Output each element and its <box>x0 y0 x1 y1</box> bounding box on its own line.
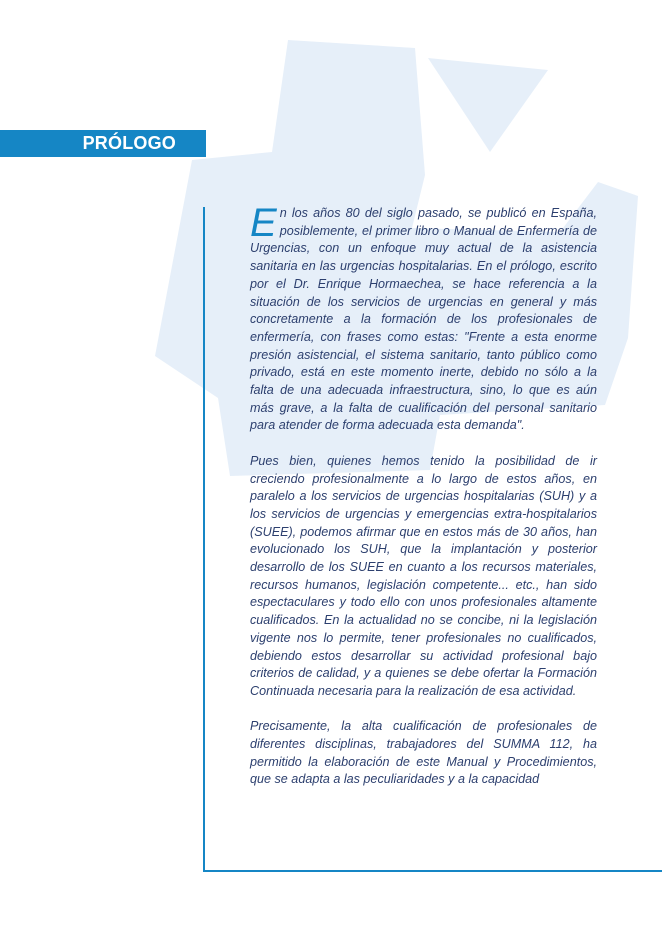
section-title-band <box>0 130 206 157</box>
paragraph-1-text: n los años 80 del siglo pasado, se publicó en España, posiblemente, el primer libro o Manual de Enfermería de Urgencias, con un enfoque muy actual de la asistencia sanitaria en las urgencias hospitalarias. En el prólogo, escrito por el Dr. Enrique Hormaechea, se hace referencia a la situación de los servicios de urgencias en general y más concretamente a la formación de los profesionales de enfermería, con frases como estas: "Frente a esta enorme presión asistencial, el sistema sanitario, tanto público como privado, está en este momento inerte, debido no sólo a la falta de una adecuada infraestructura, sino, lo que es aún más grave, a la falta de cualificación del personal sanitario para atender de forma adecuada esta demanda". <box>250 206 597 433</box>
vertical-rule <box>203 207 205 872</box>
paragraph-2: Pues bien, quienes hemos tenido la posibilidad de ir creciendo profesionalmente a lo largo de estos años, en paralelo a los servicios de urgencias hospitalarias (SUH) y a los servicios de urgencias y emergencias extra-hospitalarios (SUEE), podemos afirmar que en estos más de 30 años, han evolucionado los SUH, que la implantación y posterior desarrollo de los SUEE en cuanto a los recursos materiales, recursos humanos, legislación competente... etc., han sido espectaculares y todo ello con unos profesionales altamente cualificados. En la actualidad no se concibe, ni la legislación vigente nos lo permite, tener profesionales no cualificados, debiendo estos desarrollar su actividad profesional bajo criterios de calidad, y a quienes se debe ofertar la Formación Continuada necesaria para la realización de esa actividad. <box>250 453 597 698</box>
prologue-text <box>250 201 597 807</box>
paragraph-1 <box>250 201 597 435</box>
paragraph-3: Precisamente, la alta cualificación de profesionales de diferentes disciplinas, trabajadores del SUMMA 112, ha permitido la elaboración de este Manual y Procedimientos, que se adapta a las peculiaridades y a la capacidad <box>250 719 597 787</box>
section-title: PRÓLOGO <box>82 133 176 153</box>
horizontal-rule <box>203 870 662 872</box>
drop-cap: E <box>250 201 277 245</box>
bg-shape-top-right <box>428 58 548 152</box>
